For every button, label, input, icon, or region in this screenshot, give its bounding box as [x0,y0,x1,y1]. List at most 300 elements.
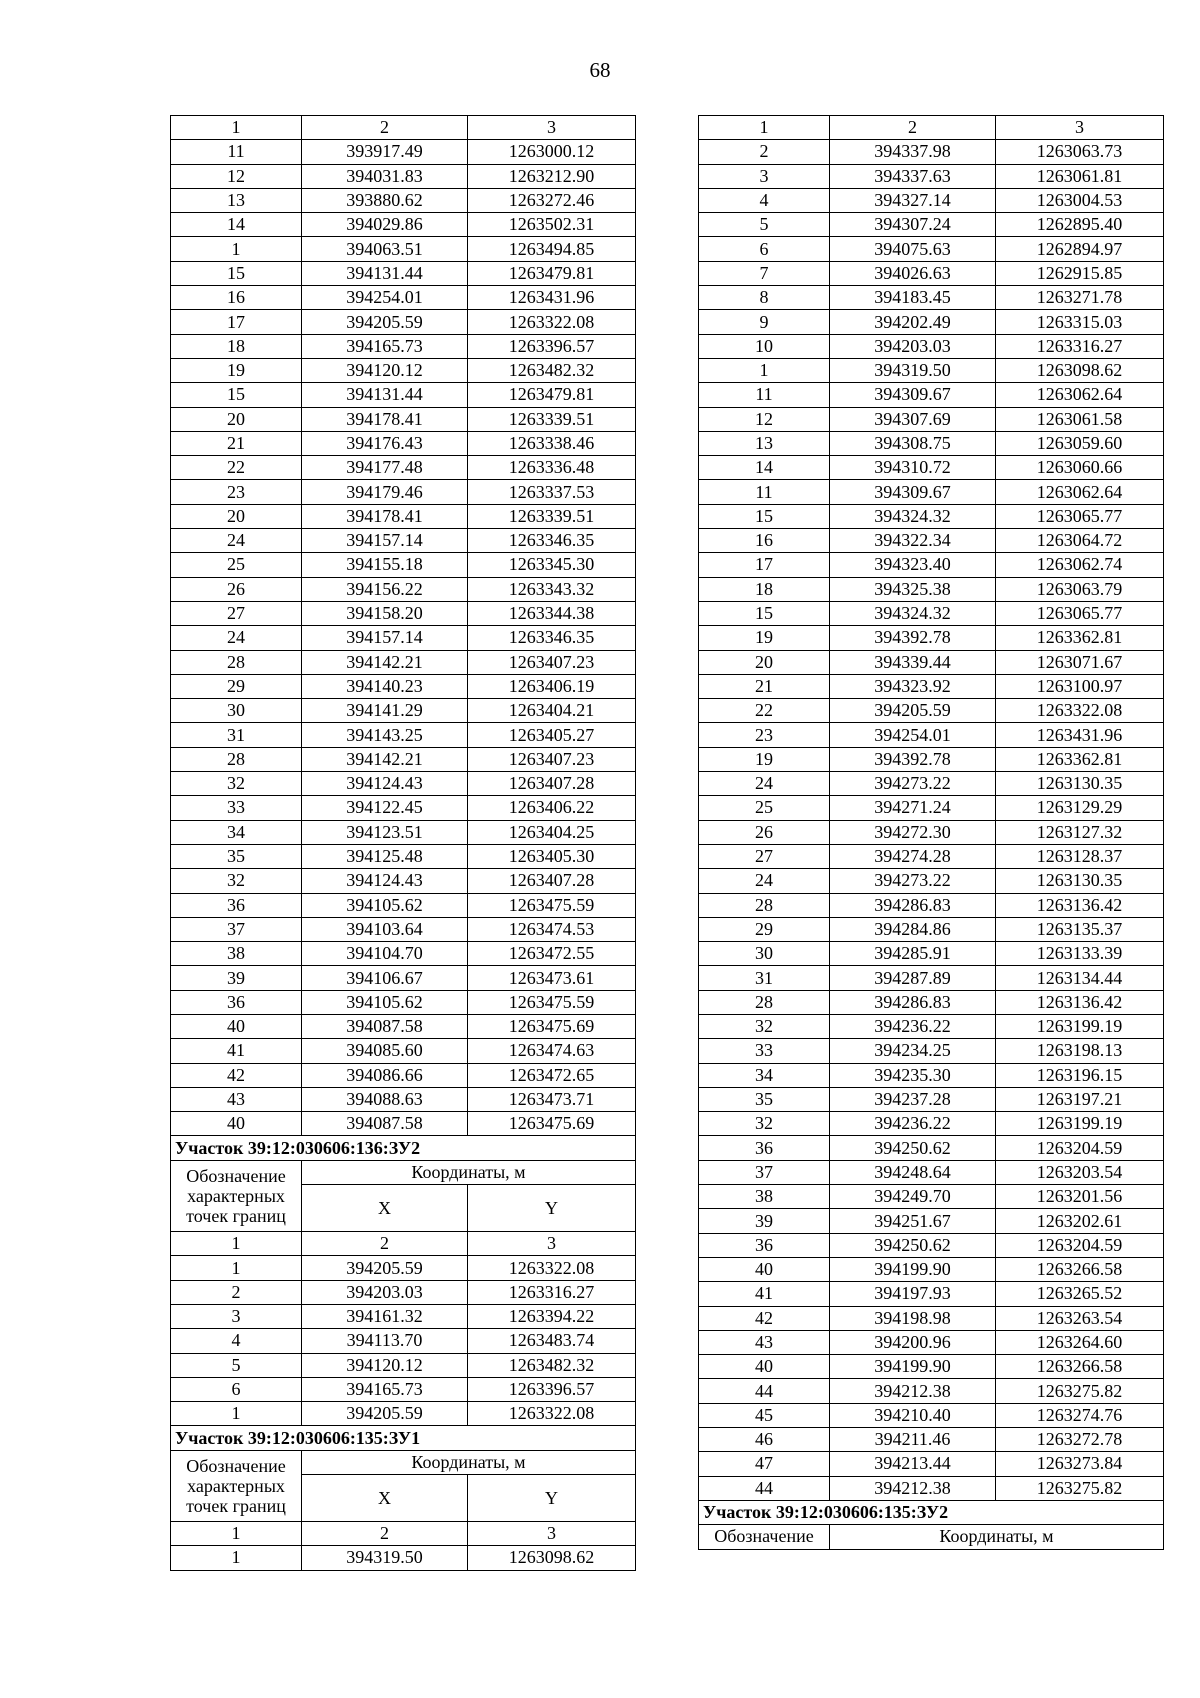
y-coordinate-cell: 1263475.59 [468,990,636,1014]
table-row [699,1209,1164,1233]
x-header: X [302,1185,468,1232]
point-number-cell: 21 [171,431,302,455]
point-number-cell: 41 [171,1039,302,1063]
point-number-cell: 3 [171,1304,302,1328]
y-coordinate-cell: 1263063.79 [996,577,1164,601]
table-row [171,358,636,382]
table-row [699,553,1164,577]
x-coordinate-cell: 394131.44 [302,383,468,407]
y-coordinate-cell: 1263100.97 [996,674,1164,698]
x-coordinate-cell: 394125.48 [302,844,468,868]
table-row [171,893,636,917]
point-number-cell: 45 [699,1403,830,1427]
y-coordinate-cell: 1263197.21 [996,1087,1164,1111]
x-coordinate-cell: 394142.21 [302,747,468,771]
x-coordinate-cell: 394157.14 [302,626,468,650]
table-row [171,990,636,1014]
table-row [699,796,1164,820]
point-number-cell: 23 [699,723,830,747]
y-coordinate-cell: 1262894.97 [996,237,1164,261]
x-coordinate-cell: 394205.59 [830,699,996,723]
y-coordinate-cell: 1263129.29 [996,796,1164,820]
table-row [699,334,1164,358]
table-row [171,456,636,480]
y-coordinate-cell: 1263345.30 [468,553,636,577]
x-coordinate-cell: 394124.43 [302,772,468,796]
x-coordinate-cell: 394250.62 [830,1136,996,1160]
y-coordinate-cell: 1263473.71 [468,1087,636,1111]
y-coordinate-cell: 1263474.53 [468,917,636,941]
point-number-cell: 26 [171,577,302,601]
table-row [699,529,1164,553]
y-coordinate-cell: 1263404.21 [468,699,636,723]
point-number-cell: 5 [699,213,830,237]
table-row [171,480,636,504]
point-number-cell: 32 [699,1112,830,1136]
column-number-row [171,116,636,140]
x-coordinate-cell: 394088.63 [302,1087,468,1111]
x-coordinate-cell: 394199.90 [830,1257,996,1281]
y-coordinate-cell: 1263265.52 [996,1282,1164,1306]
table-row [699,140,1164,164]
point-number-cell: 1 [171,1402,302,1426]
y-coordinate-cell: 1263199.19 [996,1014,1164,1038]
column-number-cell: 2 [830,116,996,140]
x-coordinate-cell: 394211.46 [830,1428,996,1452]
table-row [699,1330,1164,1354]
point-number-cell: 43 [699,1330,830,1354]
table-row [699,1039,1164,1063]
y-coordinate-cell: 1262915.85 [996,261,1164,285]
table-row [699,164,1164,188]
point-number-cell: 40 [699,1355,830,1379]
y-coordinate-cell: 1263263.54 [996,1306,1164,1330]
x-coordinate-cell: 394120.12 [302,358,468,382]
y-coordinate-cell: 1263405.27 [468,723,636,747]
y-coordinate-cell: 1263198.13 [996,1039,1164,1063]
y-coordinate-cell: 1263316.27 [996,334,1164,358]
y-coordinate-cell: 1263196.15 [996,1063,1164,1087]
x-coordinate-cell: 394205.59 [302,310,468,334]
x-coordinate-cell: 394212.38 [830,1476,996,1500]
section-title-row [171,1426,636,1450]
table-row [171,1039,636,1063]
point-number-cell: 27 [699,844,830,868]
y-coordinate-cell: 1263396.57 [468,1377,636,1401]
x-coordinate-cell: 394287.89 [830,966,996,990]
x-coordinate-cell: 394286.83 [830,893,996,917]
y-coordinate-cell: 1263407.28 [468,869,636,893]
point-number-cell: 41 [699,1282,830,1306]
table-row [699,893,1164,917]
y-coordinate-cell: 1263000.12 [468,140,636,164]
x-coordinate-cell: 394161.32 [302,1304,468,1328]
point-number-cell: 36 [699,1136,830,1160]
point-number-cell: 31 [171,723,302,747]
y-coordinate-cell: 1263127.32 [996,820,1164,844]
point-number-cell: 20 [699,650,830,674]
point-number-cell: 46 [699,1428,830,1452]
table-row [699,1476,1164,1500]
y-coordinate-cell: 1263404.25 [468,820,636,844]
point-number-cell: 9 [699,310,830,334]
table-row [699,577,1164,601]
table-row [171,601,636,625]
table-row [171,431,636,455]
table-row [699,1403,1164,1427]
x-coordinate-cell: 394323.92 [830,674,996,698]
x-coordinate-cell: 394310.72 [830,456,996,480]
x-coordinate-cell: 394322.34 [830,529,996,553]
section-title: Участок 39:12:030606:135:ЗУ2 [699,1500,1164,1524]
point-number-cell: 36 [171,893,302,917]
y-coordinate-cell: 1263431.96 [996,723,1164,747]
table-row [171,796,636,820]
table-row [699,237,1164,261]
x-coordinate-cell: 394272.30 [830,820,996,844]
x-coordinate-cell: 394103.64 [302,917,468,941]
x-coordinate-cell: 394234.25 [830,1039,996,1063]
coordinates-header: Координаты, м [302,1450,636,1474]
table-row [699,1257,1164,1281]
table-row [699,1185,1164,1209]
table-row [699,261,1164,285]
x-coordinate-cell: 393917.49 [302,140,468,164]
table-row [699,674,1164,698]
table-row [699,1452,1164,1476]
point-number-cell: 1 [171,1256,302,1280]
point-number-cell: 29 [171,674,302,698]
table-row [699,772,1164,796]
y-coordinate-cell: 1263130.35 [996,869,1164,893]
point-number-cell: 10 [699,334,830,358]
table-row [171,286,636,310]
table-row [699,383,1164,407]
table-row [171,1546,636,1570]
y-coordinate-cell: 1263339.51 [468,504,636,528]
point-number-cell: 28 [171,650,302,674]
point-number-cell: 31 [699,966,830,990]
x-coordinate-cell: 394392.78 [830,747,996,771]
x-coordinate-cell: 394105.62 [302,893,468,917]
table-row [171,674,636,698]
x-coordinate-cell: 394176.43 [302,431,468,455]
point-number-cell: 34 [699,1063,830,1087]
table-row [699,1112,1164,1136]
y-coordinate-cell: 1263502.31 [468,213,636,237]
point-number-cell: 42 [699,1306,830,1330]
y-coordinate-cell: 1263406.19 [468,674,636,698]
x-coordinate-cell: 394157.14 [302,529,468,553]
y-coordinate-cell: 1263322.08 [468,1402,636,1426]
point-number-cell: 28 [699,893,830,917]
y-coordinate-cell: 1263475.59 [468,893,636,917]
table-row [171,772,636,796]
column-number-cell: 1 [699,116,830,140]
x-coordinate-cell: 394237.28 [830,1087,996,1111]
point-number-cell: 8 [699,286,830,310]
designation-header: Обозначение характерных точек границ [171,1450,302,1521]
table-row [699,1233,1164,1257]
section-title-row [171,1136,636,1160]
y-coordinate-cell: 1263479.81 [468,383,636,407]
table-row [699,650,1164,674]
table-row [699,431,1164,455]
y-coordinate-cell: 1263065.77 [996,601,1164,625]
table-row [699,1136,1164,1160]
point-number-cell: 16 [699,529,830,553]
section-title: Участок 39:12:030606:135:ЗУ1 [171,1426,636,1450]
point-number-cell: 7 [699,261,830,285]
x-coordinate-cell: 394202.49 [830,310,996,334]
y-coordinate-cell: 1263475.69 [468,1014,636,1038]
point-number-cell: 15 [171,383,302,407]
table-row [699,942,1164,966]
x-coordinate-cell: 394029.86 [302,213,468,237]
column-number-cell: 1 [171,116,302,140]
table-row [699,990,1164,1014]
point-number-cell: 19 [171,358,302,382]
x-coordinate-cell: 394324.32 [830,601,996,625]
point-number-cell: 33 [171,796,302,820]
x-coordinate-cell: 394273.22 [830,772,996,796]
point-number-cell: 6 [699,237,830,261]
y-coordinate-cell: 1263472.65 [468,1063,636,1087]
y-coordinate-cell: 1263061.58 [996,407,1164,431]
point-number-cell: 27 [171,601,302,625]
point-number-cell: 3 [699,164,830,188]
y-coordinate-cell: 1263494.85 [468,237,636,261]
point-number-cell: 28 [171,747,302,771]
column-number-cell: 1 [171,1232,302,1256]
table-row [171,1014,636,1038]
x-coordinate-cell: 394339.44 [830,650,996,674]
y-coordinate-cell: 1263201.56 [996,1185,1164,1209]
x-coordinate-cell: 394124.43 [302,869,468,893]
coordinates-table-left [170,115,636,1571]
y-coordinate-cell: 1263204.59 [996,1233,1164,1257]
y-coordinate-cell: 1263062.74 [996,553,1164,577]
column-number-cell: 2 [302,1522,468,1546]
x-coordinate-cell: 394140.23 [302,674,468,698]
table-row [699,358,1164,382]
y-coordinate-cell: 1263202.61 [996,1209,1164,1233]
designation-header: Обозначение характерных точек границ [171,1160,302,1231]
y-coordinate-cell: 1263264.60 [996,1330,1164,1354]
y-coordinate-cell: 1263062.64 [996,480,1164,504]
table-row [171,1256,636,1280]
point-number-cell: 39 [699,1209,830,1233]
table-row [171,723,636,747]
y-header: Y [468,1185,636,1232]
x-coordinate-cell: 394183.45 [830,286,996,310]
point-number-cell: 17 [699,553,830,577]
y-coordinate-cell: 1263130.35 [996,772,1164,796]
table-row [699,820,1164,844]
y-coordinate-cell: 1263135.37 [996,917,1164,941]
table-row [699,917,1164,941]
y-coordinate-cell: 1263346.35 [468,626,636,650]
x-coordinate-cell: 394205.59 [302,1256,468,1280]
y-coordinate-cell: 1263275.82 [996,1476,1164,1500]
x-header: X [302,1475,468,1522]
point-number-cell: 39 [171,966,302,990]
table-row [171,1353,636,1377]
table-row [699,626,1164,650]
x-coordinate-cell: 394205.59 [302,1402,468,1426]
point-number-cell: 37 [171,917,302,941]
page-number: 68 [589,58,611,82]
point-number-cell: 14 [171,213,302,237]
table-row [171,213,636,237]
y-coordinate-cell: 1263136.42 [996,893,1164,917]
table-row [171,942,636,966]
y-coordinate-cell: 1263061.81 [996,164,1164,188]
table-row [171,383,636,407]
table-row [699,213,1164,237]
y-coordinate-cell: 1263473.61 [468,966,636,990]
point-number-cell: 35 [171,844,302,868]
y-coordinate-cell: 1263406.22 [468,796,636,820]
table-row [699,407,1164,431]
point-number-cell: 18 [171,334,302,358]
x-coordinate-cell: 394309.67 [830,383,996,407]
y-coordinate-cell: 1263479.81 [468,261,636,285]
point-number-cell: 25 [171,553,302,577]
point-number-cell: 13 [699,431,830,455]
header-row [171,1160,636,1184]
y-coordinate-cell: 1263482.32 [468,1353,636,1377]
x-coordinate-cell: 394120.12 [302,1353,468,1377]
point-number-cell: 4 [699,188,830,212]
x-coordinate-cell: 394156.22 [302,577,468,601]
x-coordinate-cell: 394324.32 [830,504,996,528]
point-number-cell: 21 [699,674,830,698]
y-coordinate-cell: 1263212.90 [468,164,636,188]
table-row [171,1280,636,1304]
point-number-cell: 29 [699,917,830,941]
table-row [171,844,636,868]
table-row [171,140,636,164]
x-coordinate-cell: 394323.40 [830,553,996,577]
point-number-cell: 40 [171,1014,302,1038]
point-number-cell: 33 [699,1039,830,1063]
y-coordinate-cell: 1263271.78 [996,286,1164,310]
x-coordinate-cell: 394197.93 [830,1282,996,1306]
table-row [171,1063,636,1087]
x-coordinate-cell: 394286.83 [830,990,996,1014]
y-coordinate-cell: 1263134.44 [996,966,1164,990]
y-coordinate-cell: 1263098.62 [996,358,1164,382]
x-coordinate-cell: 394143.25 [302,723,468,747]
x-coordinate-cell: 394105.62 [302,990,468,1014]
table-row [171,407,636,431]
y-coordinate-cell: 1263272.46 [468,188,636,212]
x-coordinate-cell: 394271.24 [830,796,996,820]
point-number-cell: 6 [171,1377,302,1401]
table-row [171,504,636,528]
point-number-cell: 5 [171,1353,302,1377]
y-coordinate-cell: 1263407.23 [468,650,636,674]
point-number-cell: 37 [699,1160,830,1184]
y-coordinate-cell: 1263338.46 [468,431,636,455]
x-coordinate-cell: 394212.38 [830,1379,996,1403]
x-coordinate-cell: 394063.51 [302,237,468,261]
column-number-cell: 3 [996,116,1164,140]
x-coordinate-cell: 394178.41 [302,504,468,528]
point-number-cell: 38 [171,942,302,966]
x-coordinate-cell: 394142.21 [302,650,468,674]
column-number-cell: 3 [468,1232,636,1256]
point-number-cell: 16 [171,286,302,310]
table-row [171,747,636,771]
x-coordinate-cell: 394210.40 [830,1403,996,1427]
point-number-cell: 2 [699,140,830,164]
y-coordinate-cell: 1263346.35 [468,529,636,553]
table-row [699,456,1164,480]
y-coordinate-cell: 1263344.38 [468,601,636,625]
y-coordinate-cell: 1263059.60 [996,431,1164,455]
point-number-cell: 19 [699,747,830,771]
x-coordinate-cell: 394308.75 [830,431,996,455]
x-coordinate-cell: 394337.98 [830,140,996,164]
table-row [171,1112,636,1136]
x-coordinate-cell: 394327.14 [830,188,996,212]
x-coordinate-cell: 394179.46 [302,480,468,504]
point-number-cell: 24 [171,626,302,650]
header-row [699,1525,1164,1549]
x-coordinate-cell: 394203.03 [302,1280,468,1304]
y-coordinate-cell: 1263133.39 [996,942,1164,966]
x-coordinate-cell: 394031.83 [302,164,468,188]
table-row [171,553,636,577]
table-row [699,1355,1164,1379]
x-coordinate-cell: 394165.73 [302,1377,468,1401]
x-coordinate-cell: 394158.20 [302,601,468,625]
x-coordinate-cell: 394319.50 [830,358,996,382]
x-coordinate-cell: 394254.01 [830,723,996,747]
x-coordinate-cell: 394274.28 [830,844,996,868]
x-coordinate-cell: 394203.03 [830,334,996,358]
point-number-cell: 22 [171,456,302,480]
point-number-cell: 26 [699,820,830,844]
x-coordinate-cell: 394198.98 [830,1306,996,1330]
y-coordinate-cell: 1263275.82 [996,1379,1164,1403]
point-number-cell: 11 [699,480,830,504]
y-coordinate-cell: 1263071.67 [996,650,1164,674]
x-coordinate-cell: 394155.18 [302,553,468,577]
x-coordinate-cell: 394235.30 [830,1063,996,1087]
y-coordinate-cell: 1263199.19 [996,1112,1164,1136]
x-coordinate-cell: 394122.45 [302,796,468,820]
y-coordinate-cell: 1263483.74 [468,1329,636,1353]
table-row [699,286,1164,310]
y-coordinate-cell: 1263337.53 [468,480,636,504]
x-coordinate-cell: 394141.29 [302,699,468,723]
table-row [171,650,636,674]
table-row [171,1377,636,1401]
column-number-cell: 3 [468,1522,636,1546]
y-coordinate-cell: 1263475.69 [468,1112,636,1136]
y-coordinate-cell: 1263064.72 [996,529,1164,553]
x-coordinate-cell: 394177.48 [302,456,468,480]
x-coordinate-cell: 394199.90 [830,1355,996,1379]
point-number-cell: 40 [171,1112,302,1136]
point-number-cell: 1 [171,1546,302,1570]
x-coordinate-cell: 394087.58 [302,1014,468,1038]
x-coordinate-cell: 394285.91 [830,942,996,966]
x-coordinate-cell: 394104.70 [302,942,468,966]
